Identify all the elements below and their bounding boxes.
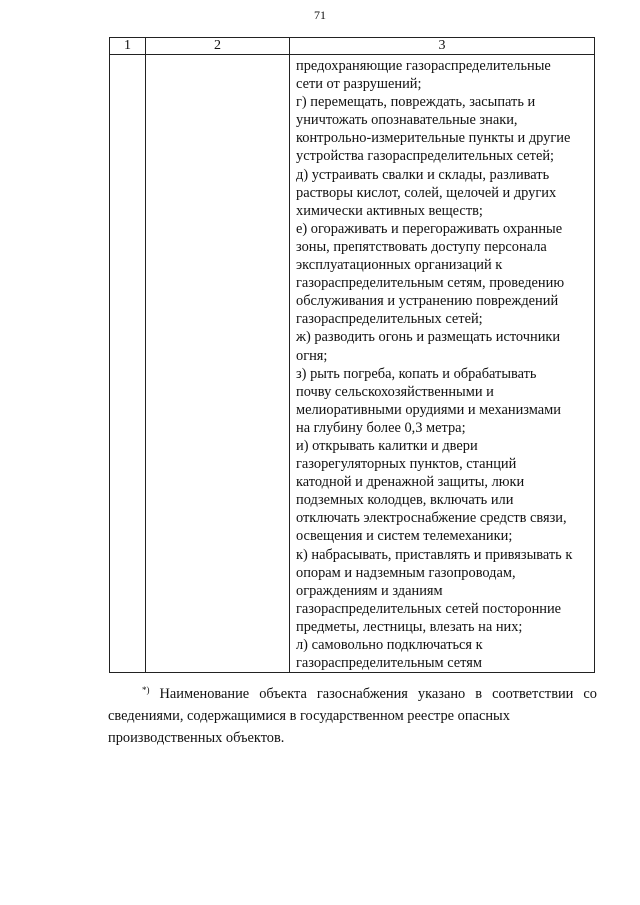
footnote-text-last-line: производственных объектов. [108,730,285,746]
col3-text-line: и) открывать калитки и двери [296,437,478,454]
col3-text-line: огня; [296,347,328,364]
table-header-col-1: 1 [110,38,146,55]
col3-text-line: отключать электроснабжение средств связи, [296,510,567,527]
table-header-col-2: 2 [146,38,290,55]
col3-text-line: предохраняющие газораспределительные [296,58,551,74]
col3-text-line: ограждениям и зданиям [296,582,443,599]
col3-text-line: ж) разводить огонь и размещать источники [296,329,561,346]
table-header-row [110,38,595,55]
table-row [110,55,595,673]
col3-text-line: предметы, лестницы, влезать на них; [296,618,523,635]
col3-text-line: подземных колодцев, включать или [296,492,514,509]
footnote-marker: *) [142,685,150,695]
col3-text-line: мелиоративными орудиями и механизмами [296,401,561,418]
col3-text-line: уничтожать опознавательные знаки, [296,112,518,129]
col3-text-line: газорегуляторных пунктов, станций [296,456,517,473]
col3-text-line: эксплуатационных организаций к [296,257,503,274]
col3-text-line: е) огораживать и перегораживать охранные [296,220,563,237]
col3-text-line: растворы кислот, солей, щелочей и других [296,184,557,201]
col3-text-line: контрольно-измерительные пункты и другие [296,130,571,147]
page-number: 71 [314,8,326,22]
col3-text-line: катодной и дренажной защиты, люки [296,474,525,491]
col3-text-line: з) рыть погреба, копать и обрабатывать [296,365,537,382]
col3-text-line: л) самовольно подключаться к [296,637,483,653]
col3-text-line: д) устраивать свалки и склады, разливать [296,166,550,183]
col3-text-line: химически активных веществ; [296,202,483,219]
footnote-text: Наименование объекта газоснабжения указано в соответствии со сведениями, содержащимися в государственном реестре опасных [108,686,597,724]
col3-text-line: газораспределительных сетей посторонние [296,600,562,617]
col3-text-line: сети от разрушений; [296,76,422,93]
col3-text-line: почву сельскохозяйственными и [296,383,494,400]
table-cell-col-3 [290,55,595,673]
col3-text-line: обслуживания и устранению повреждений [296,293,559,310]
col3-text-block [290,55,594,672]
col3-text-line: г) перемещать, повреждать, засыпать и [296,94,536,111]
col3-text-line: опорам и надземным газопроводам, [296,564,516,581]
document-table [109,37,595,673]
col3-text-line: на глубину более 0,3 метра; [296,419,466,436]
col3-text-line: устройства газораспределительных сетей; [296,148,555,165]
col3-text-line: освещения и систем телемеханики; [296,528,513,545]
col3-text-line: газораспределительным сетям, проведению [296,275,565,292]
footnote [108,683,597,749]
table-header-col-3: 3 [290,38,595,55]
col3-text-line: зоны, препятствовать доступу персонала [296,238,547,255]
col3-text-line: газораспределительных сетей; [296,311,483,328]
table-cell-col-1 [110,55,146,673]
table-cell-col-2 [146,55,290,673]
col3-text-line: к) набрасывать, приставлять и привязывать к [296,546,573,563]
col3-text-line: газораспределительным сетям [296,655,483,672]
